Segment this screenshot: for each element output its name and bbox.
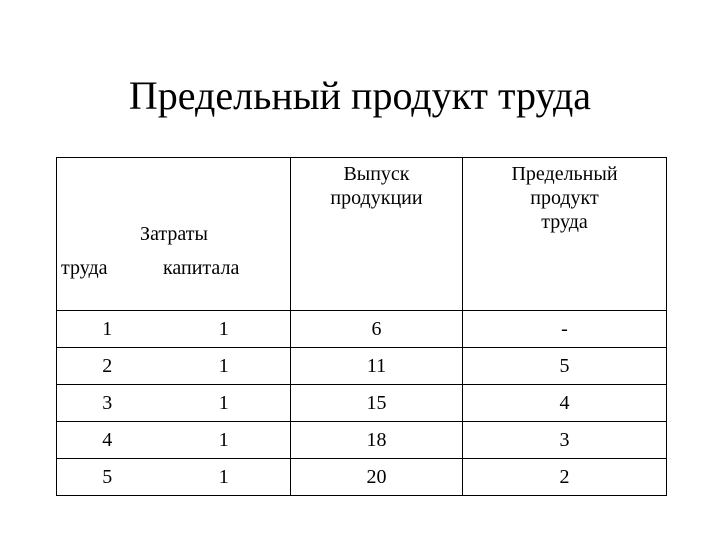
output-header-cell	[291, 158, 463, 311]
capital-cell: 1	[158, 422, 291, 459]
mp-header-line2: продукт	[530, 187, 599, 209]
table-row	[57, 422, 667, 459]
table-row	[57, 311, 667, 348]
table-row	[57, 385, 667, 422]
slide-title: Предельный продукт труда	[128, 73, 592, 118]
labor-cell: 1	[57, 311, 158, 348]
capital-cell: 1	[158, 385, 291, 422]
output-header-line2: продукции	[330, 187, 423, 209]
capital-cell: 1	[158, 348, 291, 385]
output-header-line1: Выпуск	[343, 163, 410, 185]
marginal-product-cell: 2	[463, 459, 667, 496]
output-cell: 18	[291, 422, 463, 459]
output-cell: 20	[291, 459, 463, 496]
output-cell: 11	[291, 348, 463, 385]
marginal-product-table	[56, 157, 666, 493]
header-row	[57, 158, 667, 311]
labor-cell: 4	[57, 422, 158, 459]
inputs-header-cell	[57, 158, 291, 311]
marginal-product-cell: -	[463, 311, 667, 348]
labor-cell: 2	[57, 348, 158, 385]
labor-cell: 3	[57, 385, 158, 422]
capital-cell: 1	[158, 459, 291, 496]
capital-header: капитала	[163, 257, 240, 279]
mp-header-line3: труда	[541, 211, 588, 233]
mp-header-line1: Предельный	[511, 163, 618, 185]
labor-cell: 5	[57, 459, 158, 496]
output-cell: 15	[291, 385, 463, 422]
capital-cell: 1	[158, 311, 291, 348]
marginal-product-cell: 3	[463, 422, 667, 459]
labor-header: труда	[61, 257, 108, 279]
table-row	[57, 459, 667, 496]
marginal-product-cell: 4	[463, 385, 667, 422]
marginal-product-header-cell	[463, 158, 667, 311]
inputs-header: Затраты	[140, 223, 208, 245]
output-cell: 6	[291, 311, 463, 348]
data-table	[56, 157, 667, 496]
marginal-product-cell: 5	[463, 348, 667, 385]
table-row	[57, 348, 667, 385]
